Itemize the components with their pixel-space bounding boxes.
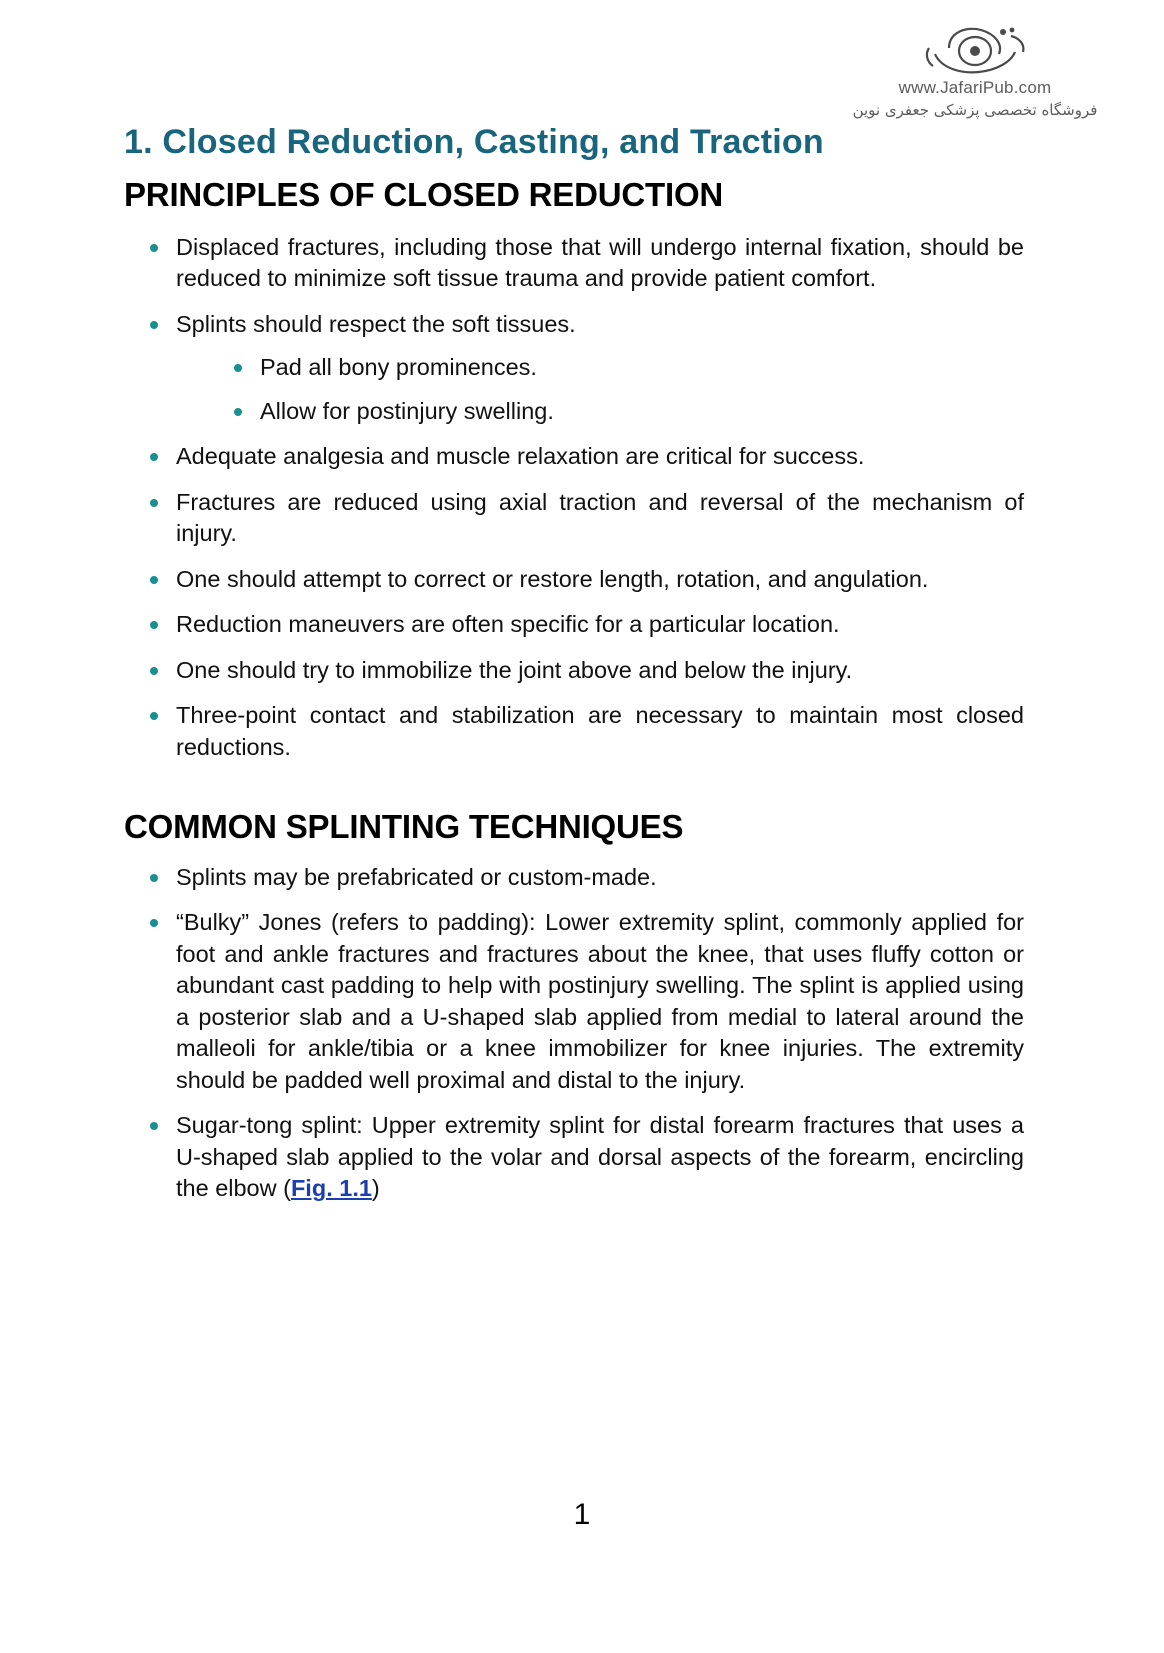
watermark-farsi-text: فروشگاه تخصصی پزشکی جعفری نوین xyxy=(852,101,1098,119)
list-item-text: Three-point contact and stabilization are necessary to maintain most closed reductions. xyxy=(176,702,1024,760)
list-item-text xyxy=(176,1110,1024,1204)
figure-link-1-1[interactable]: Fig. 1.1 xyxy=(290,1175,372,1202)
splinting-bullet-list xyxy=(124,862,1024,1219)
list-item-text: “Bulky” Jones (refers to padding): Lower extremity splint, commonly applied for foot and ankle fractures and fractures about the knee, that uses fluffy cotton or abundant cast padding to help with postinjury swelling. The splint is applied using a posterior slab and a U-shaped slab applied from medial to lateral around the malleoli for ankle/tibia or a knee immobilizer for knee injuries. The extremity should be padded well proximal and distal to the injury. xyxy=(176,909,1024,1093)
list-item-text: One should attempt to correct or restore length, rotation, and angulation. xyxy=(176,565,929,592)
list-item-text: Splints should respect the soft tissues. xyxy=(176,310,576,337)
principles-sub-bullet-list xyxy=(176,352,1024,427)
principles-bullet-list xyxy=(124,232,1024,777)
list-item-text: One should try to immobilize the joint above and below the injury. xyxy=(176,656,853,683)
page-title: 1. Closed Reduction, Casting, and Traction xyxy=(124,122,824,161)
publisher-watermark xyxy=(840,18,1110,119)
list-item xyxy=(124,655,1024,686)
list-item xyxy=(124,907,1024,1096)
sugar-tong-text-before: Sugar-tong splint: Upper extremity splint for distal forearm fractures that uses a U-shaped slab applied to the volar and dorsal aspects of the forearm, encircling the elbow ( xyxy=(176,1112,1024,1202)
section-heading-splinting: COMMON SPLINTING TECHNIQUES xyxy=(124,808,684,845)
list-item-text: Reduction maneuvers are often specific for a particular location. xyxy=(176,611,840,638)
section-heading-principles: PRINCIPLES OF CLOSED REDUCTION xyxy=(124,176,724,213)
list-item-text: Splints may be prefabricated or custom-made. xyxy=(176,864,657,890)
list-item-text: Fractures are reduced using axial traction and reversal of the mechanism of injury. xyxy=(176,488,1024,547)
list-item xyxy=(124,441,1024,472)
list-item xyxy=(124,700,1024,763)
list-item-text: Displaced fractures, including those that will undergo internal fixation, should be reduced to minimize soft tissue trauma and provide patient comfort. xyxy=(176,234,1024,292)
list-item xyxy=(124,609,1024,640)
list-item xyxy=(124,232,1024,295)
list-item-text: Pad all bony prominences. xyxy=(260,354,537,381)
list-item-text: Allow for postinjury swelling. xyxy=(260,397,554,424)
list-item xyxy=(228,352,1024,383)
list-item-text: Adequate analgesia and muscle relaxation are critical for success. xyxy=(176,443,865,470)
list-item xyxy=(228,396,1024,427)
publisher-logo-icon xyxy=(915,18,1035,80)
list-item-with-figure-link xyxy=(124,1110,1024,1204)
watermark-url: www.JafariPub.com xyxy=(898,78,1052,97)
list-item xyxy=(124,309,1024,427)
sugar-tong-text-after: ) xyxy=(371,1175,380,1202)
list-item xyxy=(124,564,1024,595)
list-item xyxy=(124,487,1024,550)
page-number: 1 xyxy=(573,1498,591,1531)
list-item xyxy=(124,862,1024,893)
